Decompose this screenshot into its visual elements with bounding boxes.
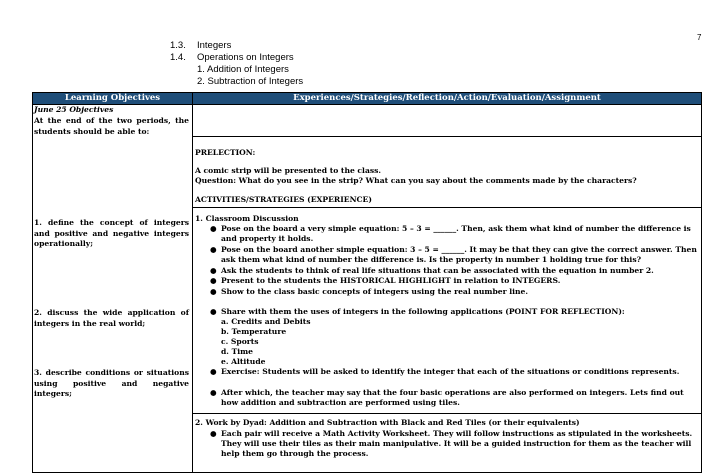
discussion-item-1-cont: and property it holds. bbox=[221, 234, 314, 243]
bullet-icon: ● bbox=[210, 388, 217, 397]
toc-item bbox=[170, 40, 370, 52]
discussion-item-4-post: in relation to INTEGERS. bbox=[450, 276, 561, 285]
prelection-title: PRELECTION: bbox=[195, 148, 256, 157]
after-text: After which, the teacher may say that the four basic operations are also performed on integers. Lets find out bbox=[221, 388, 684, 397]
header-experiences: Experiences/Strategies/Reflection/Action/Evaluation/Assignment bbox=[193, 93, 702, 105]
bullet-icon: ● bbox=[210, 245, 217, 254]
strategies-column bbox=[193, 105, 702, 473]
objective-2: 2. discuss the wide application of integers in the real world; bbox=[34, 308, 189, 328]
toc-item bbox=[170, 52, 370, 64]
toc-list bbox=[170, 40, 370, 88]
objectives-date: June 25 Objectives bbox=[34, 105, 114, 114]
discussion-item-1: Pose on the board a very simple equation: 5 – 3 = ______. Then, ask them what kind of number the difference is bbox=[221, 224, 691, 233]
application-item: c. Sports bbox=[221, 337, 259, 346]
bullet-icon: ● bbox=[210, 266, 217, 275]
activities-title: ACTIVITIES/STRATEGIES (EXPERIENCE) bbox=[195, 195, 372, 204]
application-item: a. Credits and Debits bbox=[221, 317, 311, 326]
bullet-icon: ● bbox=[210, 224, 217, 233]
bullet-icon: ● bbox=[210, 429, 217, 438]
exercise-text: Exercise: Students will be asked to identify the integer that each of the situations or conditions represents. bbox=[221, 367, 680, 376]
prelection-line-2: Question: What do you see in the strip? What can you say about the comments made by the characters? bbox=[195, 176, 637, 185]
discussion-item-4 bbox=[221, 276, 560, 287]
bullet-icon: ● bbox=[210, 307, 217, 316]
page-number: 7 bbox=[697, 33, 702, 42]
divider bbox=[193, 207, 701, 208]
bullet-icon: ● bbox=[210, 276, 217, 285]
objectives-column bbox=[33, 105, 193, 473]
header-learning-objectives: Learning Objectives bbox=[33, 93, 193, 105]
dyad-title: 2. Work by Dyad: Addition and Subtraction with Black and Red Tiles (or their equivalents) bbox=[195, 418, 580, 427]
discussion-item-2: Pose on the board another simple equation: 3 – 5 = ______. It may be that they can give the correct answer. Then bbox=[221, 245, 697, 254]
toc-text: Integers bbox=[197, 40, 232, 51]
application-item: d. Time bbox=[221, 347, 253, 356]
classroom-discussion-title: 1. Classroom Discussion bbox=[195, 214, 299, 223]
toc-text: 1. Addition of Integers bbox=[197, 64, 289, 75]
historical-highlight: HISTORICAL HIGHLIGHT bbox=[339, 276, 451, 285]
share-uses: Share with them the uses of integers in the following applications (POINT FOR REFLECTION): bbox=[221, 307, 625, 316]
after-text-cont: how addition and subtraction are performed using tiles. bbox=[221, 398, 460, 407]
toc-item bbox=[170, 64, 370, 76]
toc-number: 1.4. bbox=[170, 52, 186, 63]
divider bbox=[193, 136, 701, 137]
bullet-icon: ● bbox=[210, 367, 217, 376]
discussion-item-2-cont: ask them what kind of number the difference is. Is the property in number 1 holding true for this? bbox=[221, 255, 642, 264]
dyad-line-1: Each pair will receive a Math Activity Worksheet. They will follow instructions as stipulated in the worksheets. bbox=[221, 429, 693, 438]
discussion-item-5: Show to the class basic concepts of integers using the real number line. bbox=[221, 287, 529, 296]
divider bbox=[193, 413, 701, 414]
toc-text: Operations on Integers bbox=[197, 52, 294, 63]
toc-number: 1.3. bbox=[170, 40, 186, 51]
lesson-table bbox=[32, 92, 702, 473]
discussion-item-4-pre: Present to the students the bbox=[221, 276, 340, 285]
application-item: e. Altitude bbox=[221, 357, 266, 366]
bullet-icon: ● bbox=[210, 287, 217, 296]
objective-3: 3. describe conditions or situations using positive and negative integers; bbox=[34, 368, 189, 399]
prelection-line-1: A comic strip will be presented to the class. bbox=[195, 166, 382, 175]
discussion-item-3: Ask the students to think of real life situations that can be associated with the equation in number 2. bbox=[221, 266, 654, 275]
dyad-line-3: help them go through the process. bbox=[221, 449, 369, 458]
objectives-intro: At the end of the two periods, the students should be able to: bbox=[34, 116, 189, 136]
toc-item bbox=[170, 76, 370, 88]
objective-1: 1. define the concept of integers and positive and negative integers operationally; bbox=[34, 218, 189, 249]
application-item: b. Temperature bbox=[221, 327, 287, 336]
toc-text: 2. Subtraction of Integers bbox=[197, 76, 304, 87]
dyad-line-2: They will use their tiles as their main manipulative. It will be a guided instruction for them as the teacher will bbox=[221, 439, 692, 448]
